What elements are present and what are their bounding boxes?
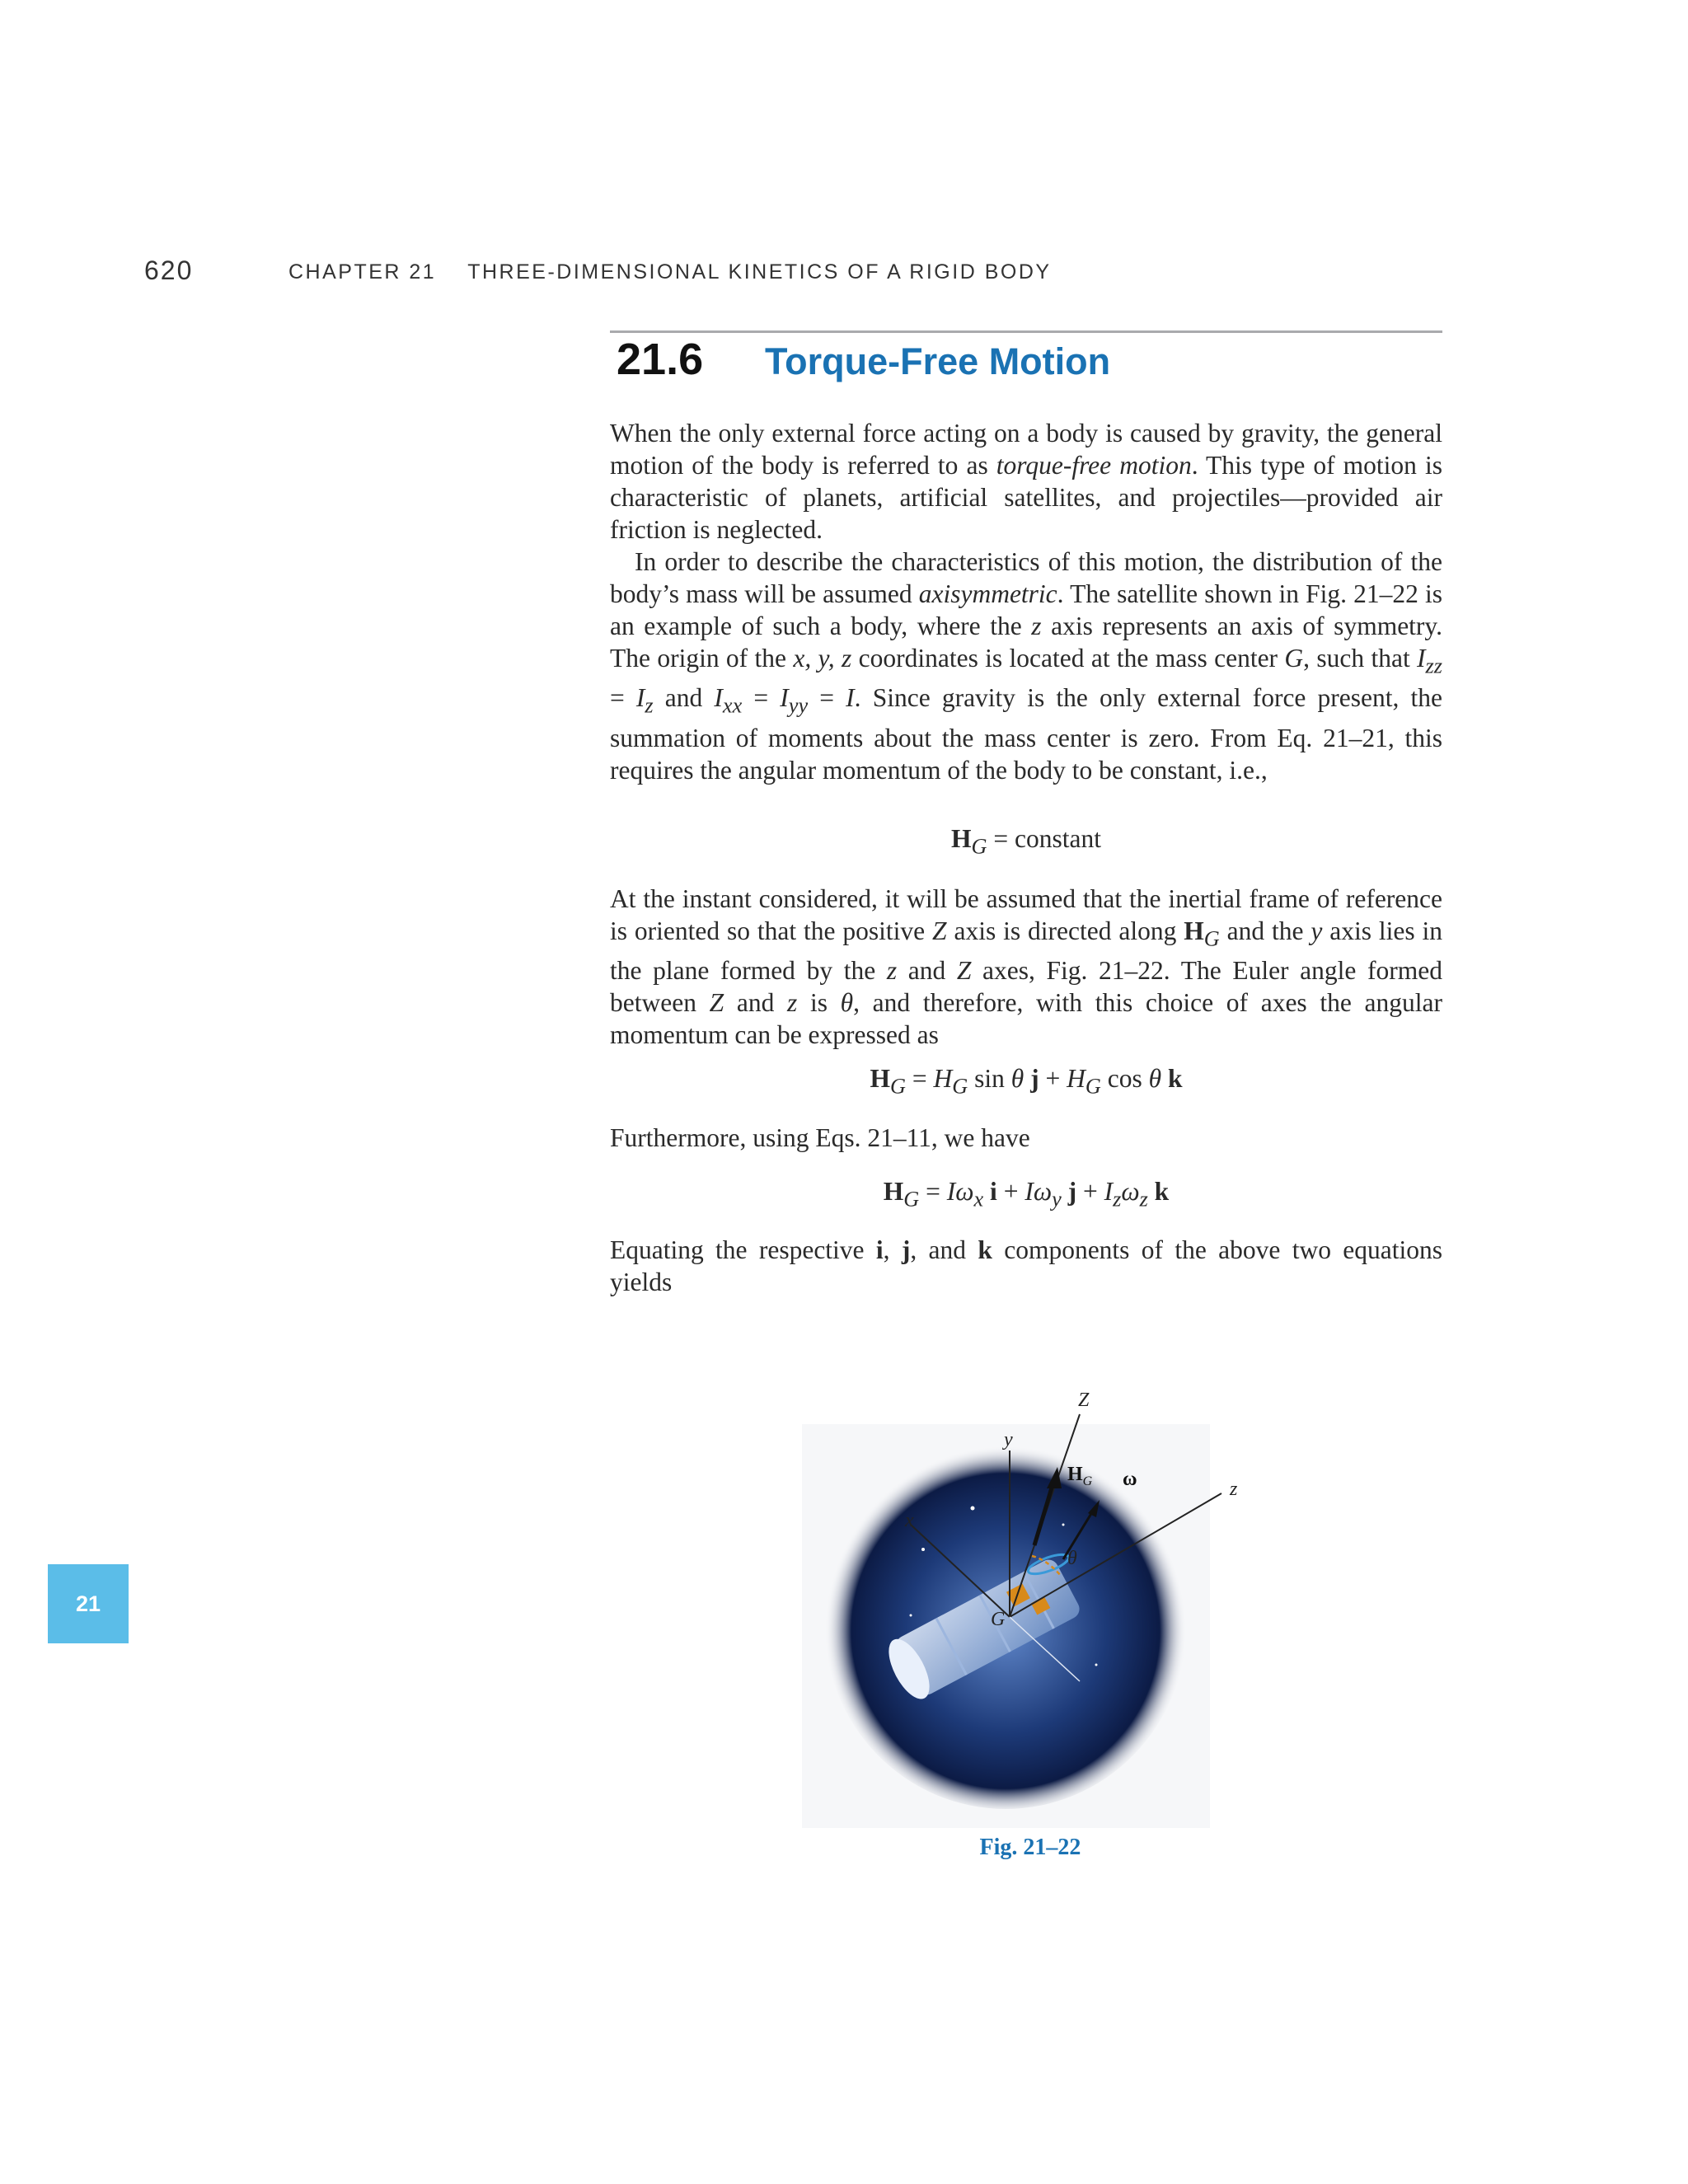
paragraph-4 [610,1122,1442,1154]
chapter-title: THREE-DIMENSIONAL KINETICS OF A RIGID BODY [467,260,1052,284]
star [910,1615,912,1617]
eq2-op: + [1039,1064,1067,1093]
paragraph-3 [610,883,1442,1051]
p2-emphasis: axisymmetric [918,579,1057,608]
p2-var: I [1417,644,1426,673]
eq2-fn: sin [968,1064,1011,1093]
eq1-h: H [951,824,972,853]
p2-text: axis represents an axis of symmetry. The origin of the [610,612,1442,673]
p2-var: x, y, z [793,644,852,673]
p3-text: axis lies in the plane formed by the [610,916,1443,986]
star [1062,1524,1065,1526]
p1-text-end: . This type of motion is characteristic of planets, artificial satellites, and projectiles—provided air friction is neglected. [610,451,1442,544]
p4-text: Furthermore, using Eqs. 21–11, we have [610,1123,1030,1152]
label-HG-sub: G [1082,1474,1093,1488]
p3-text: , and therefore, with this choice of axes the angular momentum can be expressed as [610,988,1442,1050]
p3-text: At the instant considered, it will be assumed that the inertial frame of reference is oriented so that the positive [610,884,1442,945]
section-rule [610,330,1442,333]
eq3-var: ω [1121,1177,1140,1206]
p3-var: Z [956,956,972,986]
eq3-op: + [996,1177,1025,1206]
p5-unit: k [978,1235,992,1264]
star [921,1548,925,1551]
eq2-h: H [870,1064,891,1093]
equation-1 [610,824,1442,859]
p2-sub: z [645,693,654,718]
p2-var: z [1031,612,1042,640]
p2-sub: xx [722,693,743,718]
p2-text: In order to describe the characteristics of this motion, the distribution of the body’s mass will be assumed [610,547,1442,608]
eq3-var: Iω [1025,1177,1053,1206]
section-title: Torque-Free Motion [765,340,1111,382]
p2-var: G [1284,644,1304,673]
eq3-var: I [1104,1177,1114,1206]
p2-text: , such that [1303,644,1418,673]
p5-unit: i [875,1235,884,1264]
chapter-tab-label: 21 [75,1591,101,1616]
p2-text: = [742,683,781,713]
p2-var: I [714,683,723,713]
label-omega: ω [1123,1469,1137,1490]
star [971,1507,975,1511]
eq1-sub: G [971,834,987,859]
p5-text: Equating the respective [610,1235,876,1264]
eq3-sub: z [1113,1187,1122,1212]
chapter-tab [48,1564,129,1643]
eq2-var: H [933,1064,953,1093]
p3-var: z [886,956,898,986]
label-Z: Z [1078,1390,1090,1411]
p3-text: and the [1219,916,1311,945]
eq3-unit: k [1147,1177,1170,1206]
chapter-label: CHAPTER 21 [288,260,437,284]
p3-text: and [724,988,787,1018]
eq3-op: + [1076,1177,1104,1206]
p3-var: Z [932,916,947,945]
star [1095,1664,1098,1666]
p3-var: y [1311,916,1323,945]
eq2-unit: k [1161,1064,1183,1093]
p2-var: I [846,683,855,713]
paragraph-5 [610,1234,1442,1298]
p3-text: and [897,956,957,986]
label-x: x [905,1510,914,1531]
p2-sub: yy [788,693,809,718]
p2-var: I [635,683,645,713]
p2-var: I [780,683,789,713]
p3-var: Z [709,988,724,1018]
paragraph-1 [610,417,1442,546]
eq2-sub: G [1085,1074,1101,1099]
p1-emphasis: torque-free motion [996,451,1192,480]
label-z: z [1230,1479,1238,1500]
p2-sub: zz [1425,654,1442,678]
equation-3 [610,1177,1442,1212]
eq2-unit: j [1024,1064,1039,1093]
eq3-sub: x [973,1187,984,1212]
eq3-sub: z [1139,1187,1148,1212]
eq3-sub: y [1052,1187,1062,1212]
eq3-op: = [919,1177,947,1206]
section-number: 21.6 [617,335,704,384]
p2-text: = [610,683,636,713]
satellite-figure [799,1368,1245,1830]
p3-text: is [797,988,841,1018]
label-G: G [991,1609,1006,1630]
equation-2 [610,1064,1442,1099]
running-head [288,260,1052,284]
label-y: y [1004,1429,1013,1451]
p2-text: and [653,683,715,713]
eq3-var: Iω [946,1177,974,1206]
eq3-h: H [883,1177,904,1206]
figure-caption: Fig. 21–22 [979,1835,1081,1860]
eq1-rest: = constant [987,824,1101,853]
p2-text: = [808,683,846,713]
eq2-op: = [906,1064,934,1093]
paragraph-2 [610,546,1442,786]
eq3-sub: G [903,1187,920,1212]
eq3-unit: i [983,1177,997,1206]
p3-sub: G [1203,926,1220,951]
p2-text: . The satellite shown in Fig. 21–22 is an example of such a body, where the [610,579,1442,640]
eq2-var: θ [1010,1064,1025,1093]
eq2-sub: G [952,1074,968,1099]
p3-vector: H [1184,916,1204,945]
p3-var: z [787,988,798,1018]
p3-var: θ [840,988,854,1018]
p2-text: coordinates is located at the mass center [851,644,1285,673]
p1-text: When the only external force acting on a body is caused by gravity, the general motion of the body is referred to as [610,419,1442,480]
p5-text: components of the above two equations yields [610,1235,1442,1296]
p5-text: , and [910,1235,978,1264]
p5-text: , [883,1235,902,1264]
eq3-unit: j [1061,1177,1077,1206]
label-HG-main: H [1067,1464,1083,1485]
eq2-var: θ [1148,1064,1162,1093]
p3-text: axes, Fig. 21–22. The Euler angle formed between [610,956,1442,1018]
eq2-sub: G [890,1074,906,1099]
p2-text: . Since gravity is the only external force present, the summation of moments about the mass center is zero. From Eq. 21–21, this requires the angular momentum of the body to be constant, i.e., [610,683,1443,785]
p5-unit: j [901,1235,911,1264]
label-theta: θ [1067,1548,1077,1569]
eq2-fn: cos [1100,1064,1149,1093]
eq2-var: H [1067,1064,1085,1093]
page-number: 620 [144,255,194,285]
p3-text: axis is directed along [946,916,1184,945]
